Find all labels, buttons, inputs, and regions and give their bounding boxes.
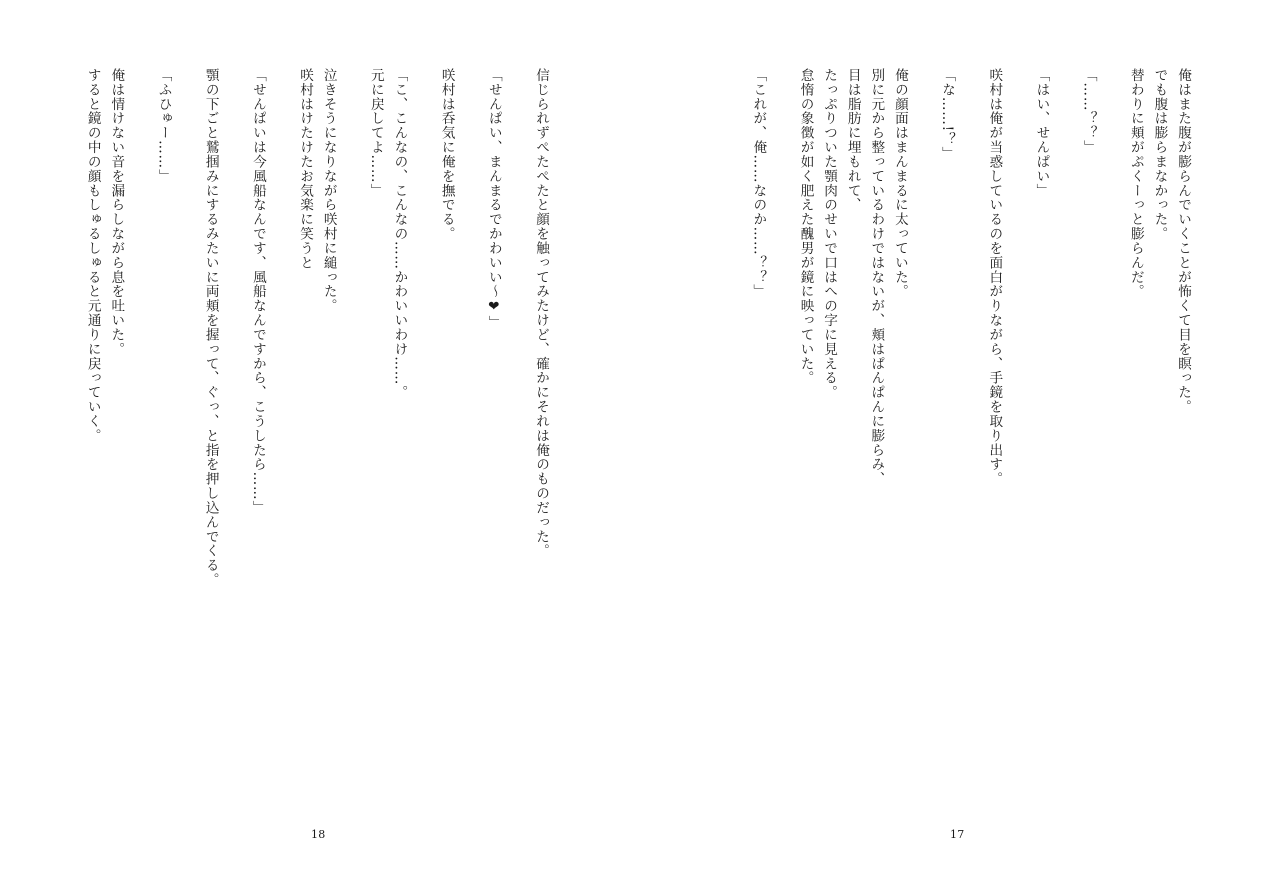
page-18-text [84,68,552,788]
text-line: 俺は情けない音を漏らしながら息を吐いた。 [108,68,125,357]
text-line: 別に元から整っているわけではないが、頬はぱんぱんに膨らみ、 [868,68,885,487]
text-line: 「はい、せんぱい」 [1033,68,1050,198]
blank-line [222,68,246,788]
page-number-17: 17 [950,828,965,841]
blank-line [1100,68,1124,788]
text-line: 替わりに頬がぷくーっと膨らんだ。 [1127,68,1144,299]
blank-line [958,68,982,788]
text-line: 泣きそうになりながら咲村に縋った。 [320,68,337,314]
text-line: すると鏡の中の顔もしゅるしゅると元通りに戻っていく。 [84,68,101,443]
text-line: 「ふひゅー……」 [155,68,172,184]
text-line: 「こ、こんなの、こんなの……かわいいわけ……。 [391,68,408,400]
blank-line [769,68,793,788]
text-line: 目は脂肪に埋もれて、 [844,68,861,213]
text-line: 「せんぱい、まんまるでかわいい〜❤」 [485,68,502,330]
text-line: 咲村はけたけたお気楽に笑うと [297,68,314,270]
blank-line [458,68,482,788]
text-line: 「これが、俺……なのか……？？」 [750,68,767,299]
blank-line [175,68,199,788]
text-line: 咲村は呑気に俺を撫でる。 [438,68,455,241]
blank-line [269,68,293,788]
text-line: 怠惰の象徴が如く肥えた醜男が鏡に映っていた。 [797,68,814,386]
blank-line [1005,68,1029,788]
blank-line [505,68,529,788]
text-line: 咲村は俺が当惑しているのを面白がりながら、手鏡を取り出す。 [986,68,1003,487]
blank-line [410,68,434,788]
page-17 [637,0,1274,893]
text-line: 「せんぱいは今風船なんです、風船なんですから、こうしたら……」 [249,68,266,515]
blank-line [911,68,935,788]
text-line: たっぷりついた顎肉のせいで口はへの字に見える。 [821,68,838,400]
text-line: 「な……!？」 [939,68,956,161]
text-line: でも腹は膨らまなかった。 [1151,68,1168,241]
text-line: 俺の顔面はまんまるに太っていた。 [891,68,908,299]
blank-line [1052,68,1076,788]
text-line: 元に戻してよ……」 [367,68,384,198]
blank-line [340,68,364,788]
text-line: 信じられずぺたぺたと顔を触ってみたけど、確かにそれは俺のものだった。 [533,68,549,559]
page-17-text [750,68,1194,788]
text-line: 「……？？」 [1080,68,1097,155]
text-line: 顎の下ごと鷲掴みにするみたいに両頬を握って、ぐっ、と指を押し込んでくる。 [202,68,219,587]
text-line: 俺はまた腹が膨らんでいくことが怖くて目を瞑った。 [1175,68,1191,414]
blank-line [127,68,151,788]
page-number-18: 18 [311,828,326,841]
